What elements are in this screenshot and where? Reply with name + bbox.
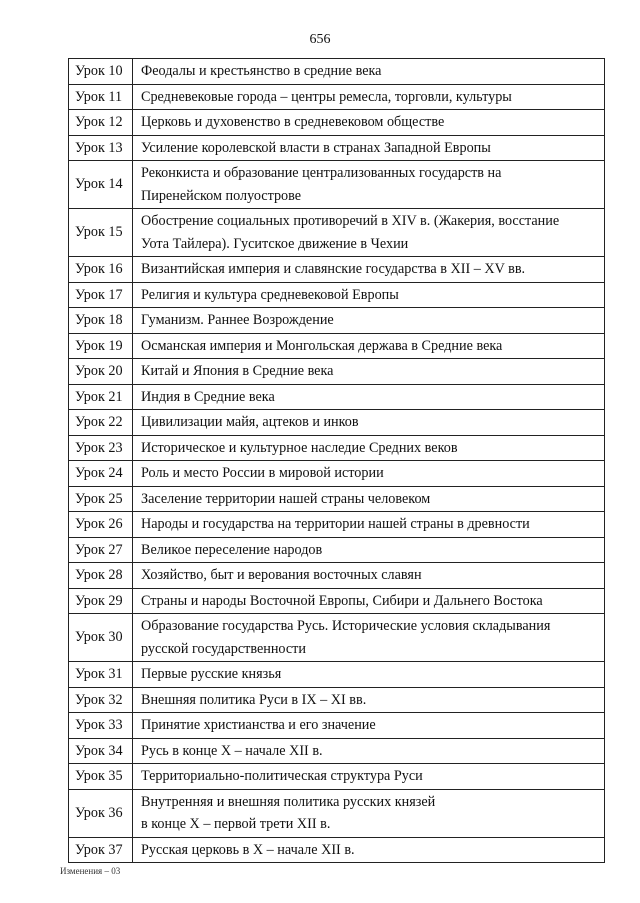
lesson-number: Урок 31 — [69, 662, 133, 688]
lesson-topic: Территориально-политическая структура Руси — [133, 764, 605, 790]
table-row — [69, 486, 605, 512]
table-row — [69, 789, 605, 837]
lesson-number: Урок 10 — [69, 59, 133, 85]
table-row — [69, 359, 605, 385]
lesson-topic: Гуманизм. Раннее Возрождение — [133, 308, 605, 334]
lesson-topic: Образование государства Русь. Исторические условия складывания русской государственности — [133, 614, 605, 662]
lesson-number: Урок 36 — [69, 789, 133, 837]
lesson-topic: Средневековые города – центры ремесла, торговли, культуры — [133, 84, 605, 110]
table-row — [69, 588, 605, 614]
lesson-number: Урок 32 — [69, 687, 133, 713]
table-row — [69, 410, 605, 436]
page-number: 656 — [309, 32, 331, 47]
lesson-number: Урок 21 — [69, 384, 133, 410]
lesson-number: Урок 37 — [69, 837, 133, 863]
lesson-topic: Русская церковь в X – начале XII в. — [133, 837, 605, 863]
lesson-number: Урок 28 — [69, 563, 133, 589]
table-row — [69, 837, 605, 863]
lesson-number: Урок 24 — [69, 461, 133, 487]
lesson-topic: Византийская империя и славянские государства в XII – XV вв. — [133, 257, 605, 283]
lesson-number: Урок 20 — [69, 359, 133, 385]
table-row — [69, 713, 605, 739]
table-row — [69, 333, 605, 359]
lesson-number: Урок 25 — [69, 486, 133, 512]
lesson-topic: Феодалы и крестьянство в средние века — [133, 59, 605, 85]
lesson-topic: Внутренняя и внешняя политика русских князей в конце X – первой трети XII в. — [133, 789, 605, 837]
lesson-topic: Русь в конце X – начале XII в. — [133, 738, 605, 764]
lesson-topic: Роль и место России в мировой истории — [133, 461, 605, 487]
lesson-number: Урок 35 — [69, 764, 133, 790]
table-row — [69, 59, 605, 85]
lesson-topic: Хозяйство, быт и верования восточных славян — [133, 563, 605, 589]
lesson-topic: Цивилизации майя, ацтеков и инков — [133, 410, 605, 436]
table-row — [69, 461, 605, 487]
lesson-topic: Внешняя политика Руси в IX – XI вв. — [133, 687, 605, 713]
table-row — [69, 537, 605, 563]
lesson-number: Урок 14 — [69, 161, 133, 209]
lesson-number: Урок 22 — [69, 410, 133, 436]
table-row — [69, 384, 605, 410]
table-row — [69, 282, 605, 308]
lesson-number: Урок 30 — [69, 614, 133, 662]
table-row — [69, 435, 605, 461]
lesson-number: Урок 12 — [69, 110, 133, 136]
table-row — [69, 614, 605, 662]
table-row — [69, 687, 605, 713]
table-row — [69, 110, 605, 136]
lesson-topic: Историческое и культурное наследие Средних веков — [133, 435, 605, 461]
lesson-topic: Страны и народы Восточной Европы, Сибири и Дальнего Востока — [133, 588, 605, 614]
lesson-number: Урок 19 — [69, 333, 133, 359]
table-row — [69, 161, 605, 209]
lesson-number: Урок 17 — [69, 282, 133, 308]
lesson-number: Урок 11 — [69, 84, 133, 110]
table-row — [69, 764, 605, 790]
lesson-topic: Церковь и духовенство в средневековом обществе — [133, 110, 605, 136]
table-row — [69, 512, 605, 538]
lesson-topic: Народы и государства на территории нашей страны в древности — [133, 512, 605, 538]
table-row — [69, 738, 605, 764]
lesson-topic: Первые русские князья — [133, 662, 605, 688]
lesson-topic: Религия и культура средневековой Европы — [133, 282, 605, 308]
lesson-number: Урок 15 — [69, 209, 133, 257]
lesson-topic: Великое переселение народов — [133, 537, 605, 563]
table-row — [69, 662, 605, 688]
lesson-number: Урок 16 — [69, 257, 133, 283]
lesson-number: Урок 27 — [69, 537, 133, 563]
lesson-topic: Обострение социальных противоречий в XIV в. (Жакерия, восстание Уота Тайлера). Гуситское движение в Чехии — [133, 209, 605, 257]
table-row — [69, 563, 605, 589]
lesson-number: Урок 33 — [69, 713, 133, 739]
table-row — [69, 209, 605, 257]
footer-note: Изменения – 03 — [60, 866, 121, 876]
lesson-topic: Усиление королевской власти в странах Западной Европы — [133, 135, 605, 161]
table-row — [69, 257, 605, 283]
table-row — [69, 308, 605, 334]
lesson-number: Урок 29 — [69, 588, 133, 614]
table-row — [69, 84, 605, 110]
lesson-number: Урок 23 — [69, 435, 133, 461]
lesson-number: Урок 26 — [69, 512, 133, 538]
lesson-topic: Индия в Средние века — [133, 384, 605, 410]
lesson-number: Урок 18 — [69, 308, 133, 334]
lesson-table-body — [69, 59, 605, 863]
lesson-number: Урок 13 — [69, 135, 133, 161]
table-row — [69, 135, 605, 161]
lesson-table — [68, 58, 605, 863]
lesson-topic: Китай и Япония в Средние века — [133, 359, 605, 385]
lesson-topic: Заселение территории нашей страны человеком — [133, 486, 605, 512]
lesson-topic: Реконкиста и образование централизованных государств на Пиренейском полуострове — [133, 161, 605, 209]
lesson-number: Урок 34 — [69, 738, 133, 764]
lesson-topic: Принятие христианства и его значение — [133, 713, 605, 739]
lesson-topic: Османская империя и Монгольская держава в Средние века — [133, 333, 605, 359]
